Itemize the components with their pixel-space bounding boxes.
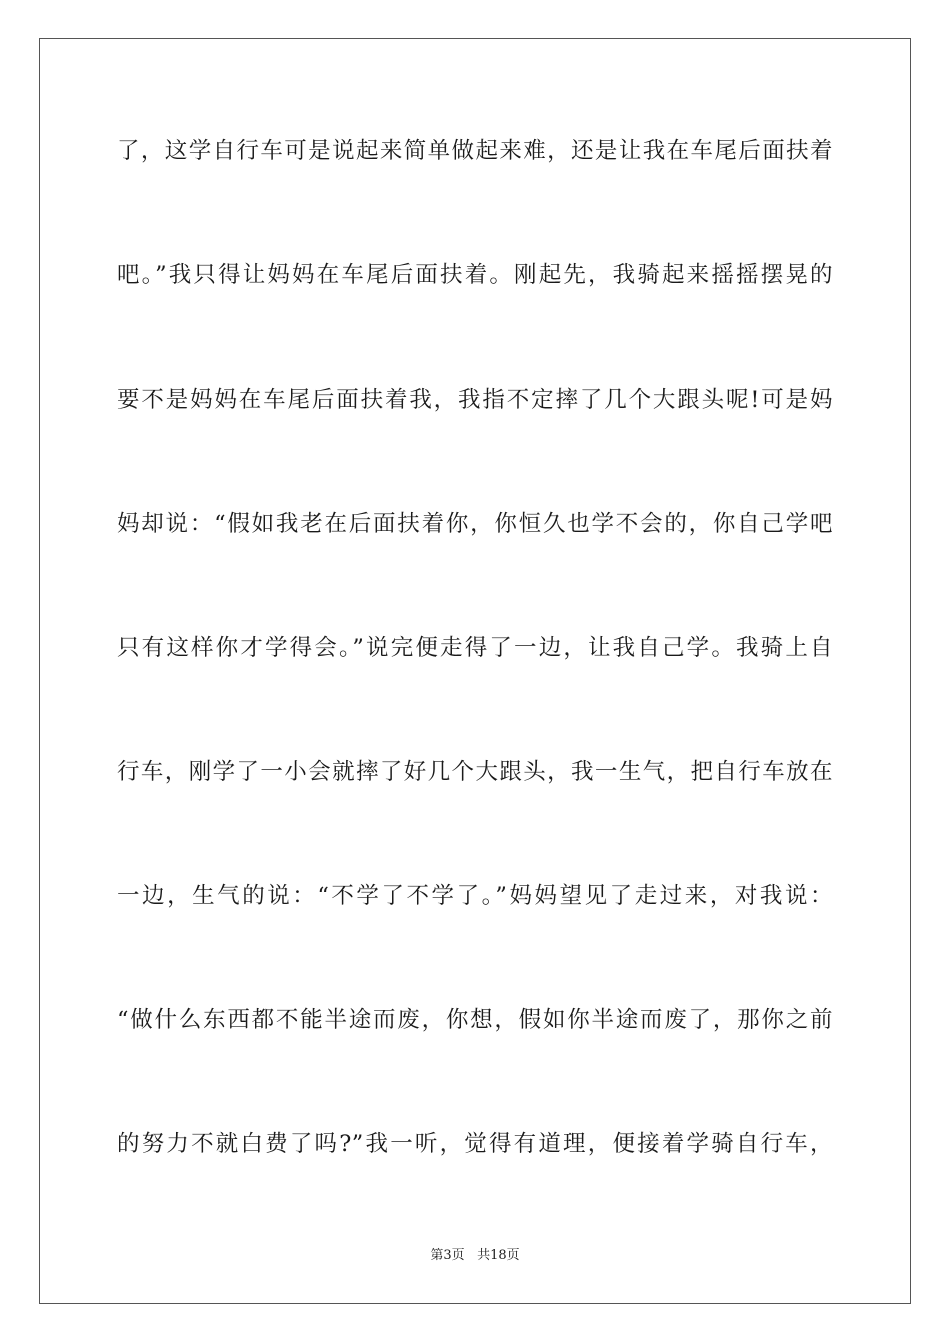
paragraph-line: 妈却说：“假如我老在后面扶着你，你恒久也学不会的，你自己学吧 [117,511,833,537]
paragraph-line: 要不是妈妈在车尾后面扶着我，我指不定摔了几个大跟头呢!可是妈 [117,387,833,413]
paragraph-line: 行车，刚学了一小会就摔了好几个大跟头，我一生气，把自行车放在 [117,759,833,785]
paragraph-line: 吧。”我只得让妈妈在车尾后面扶着。刚起先，我骑起来摇摇摆晃的 [117,262,833,288]
page-footer [0,1246,950,1266]
paragraph-line: 了，这学自行车可是说起来简单做起来难，还是让我在车尾后面扶着 [117,138,833,164]
current-page-number: 第3页 [430,1248,465,1263]
paragraph-line: “做什么东西都不能半途而废，你想，假如你半途而废了，那你之前 [117,1007,833,1033]
total-page-count: 共18页 [477,1248,520,1263]
paragraph-line: 只有这样你才学得会。”说完便走得了一边，让我自己学。我骑上自 [117,635,833,661]
paragraph-line: 的努力不就白费了吗?”我一听，觉得有道理，便接着学骑自行车， [117,1131,833,1157]
paragraph-line: 一边，生气的说：“不学了不学了。”妈妈望见了走过来，对我说： [117,883,833,909]
page-border [39,38,911,1304]
